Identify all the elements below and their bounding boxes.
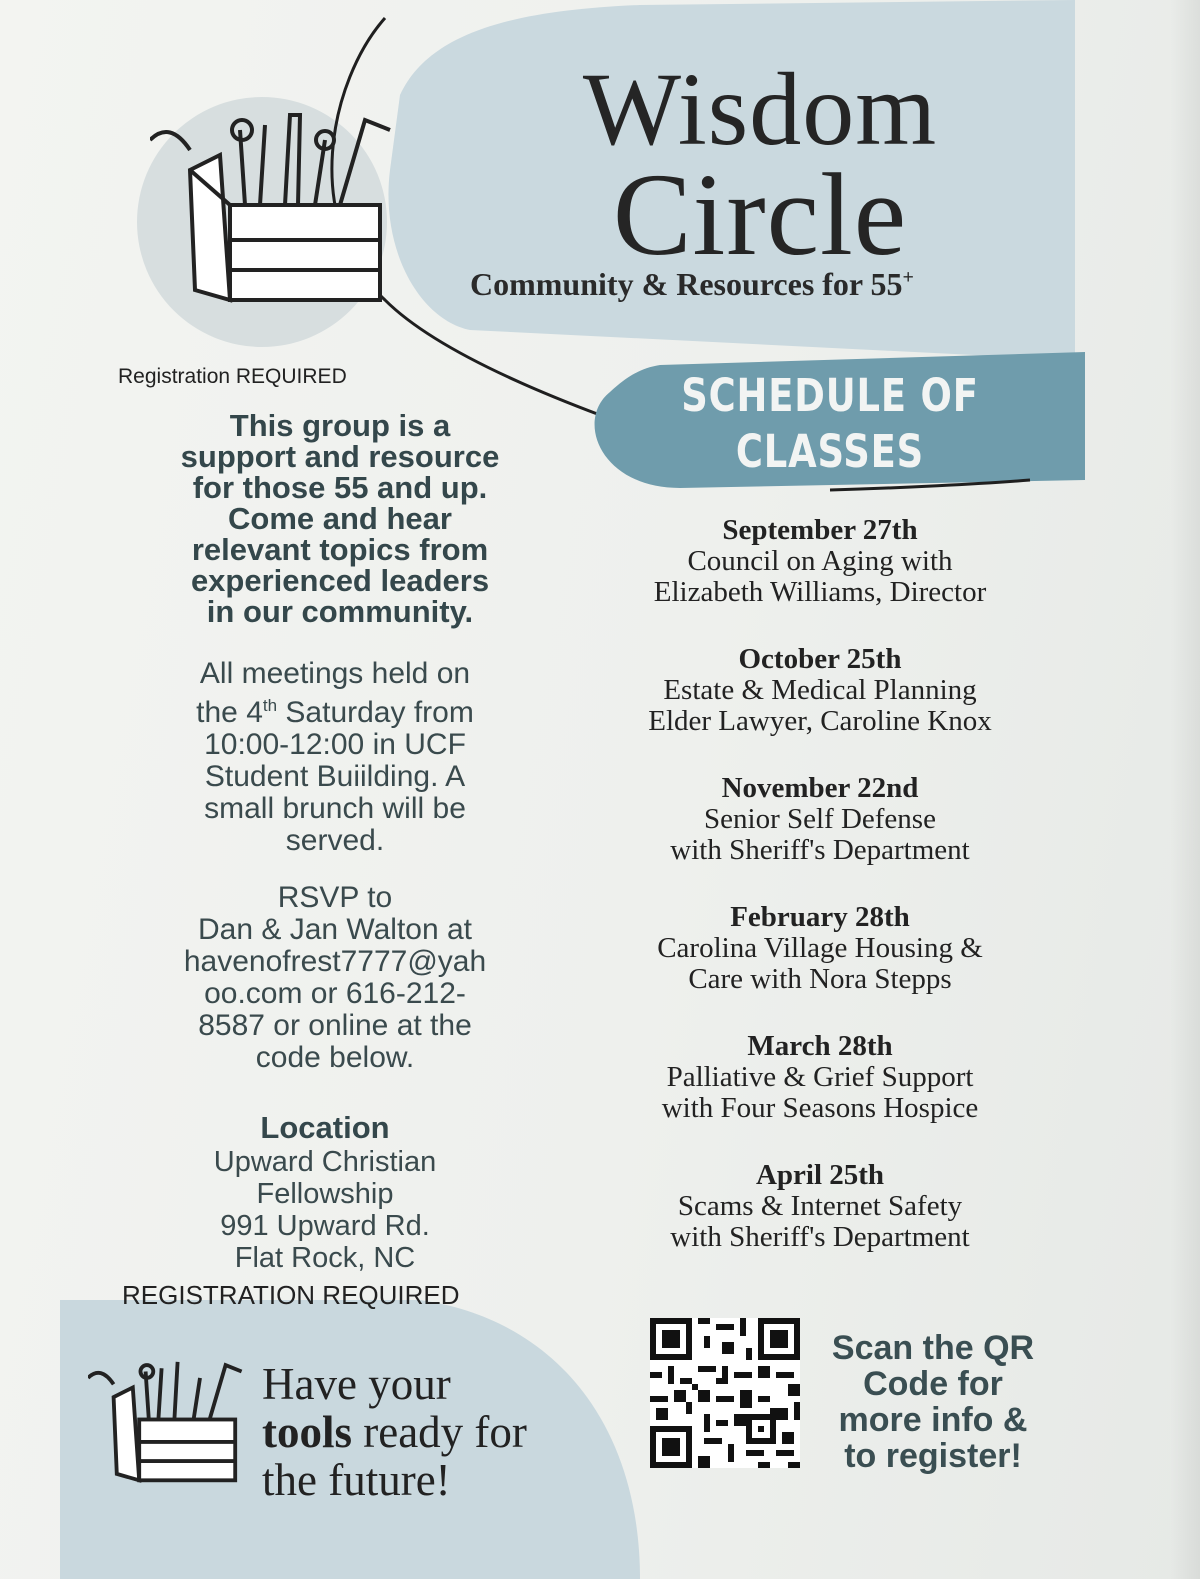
class-date: March 28th xyxy=(747,1030,893,1062)
class-item: October 25th Estate & Medical Planning Elder Lawyer, Caroline Knox xyxy=(600,644,1040,737)
class-date: February 28th xyxy=(730,901,910,933)
title-line-1: Wisdom xyxy=(582,52,938,167)
class-item: March 28th Palliative & Grief Support with Four Seasons Hospice xyxy=(600,1031,1040,1124)
toolbox-small-icon xyxy=(88,1352,248,1487)
intro-paragraph: This group is a support and resource for those 55 and up. Come and hear relevant topics from experienced leaders in our community. xyxy=(180,408,500,629)
qr-code[interactable] xyxy=(650,1318,800,1468)
registration-note-top: Registration REQUIRED xyxy=(118,365,347,388)
toolbox-icon xyxy=(150,100,400,310)
registration-note-bottom: REGISTRATION REQUIRED xyxy=(122,1280,460,1310)
rsvp-info: RSVP to Dan & Jan Walton at havenofrest7777@yah oo.com or 616-212- 8587 or online at the code below. xyxy=(183,881,487,1074)
class-item: November 22nd Senior Self Defense with Sheriff's Department xyxy=(600,773,1040,866)
class-date: October 25th xyxy=(738,643,902,675)
flyer-title xyxy=(520,52,1000,280)
location-heading: Location xyxy=(260,1110,390,1145)
scan-qr-text: Scan the QR Code for more info & to register! xyxy=(831,1329,1035,1475)
subtitle: Community & Resources for 55+ xyxy=(470,266,914,302)
class-schedule xyxy=(600,515,1040,1289)
schedule-heading: SCHEDULE OF CLASSES xyxy=(681,369,979,478)
meetings-info: All meetings held on the 4th Saturday from 10:00-12:00 in UCF Student Buiilding. A small brunch will be served. xyxy=(196,657,474,857)
class-date: November 22nd xyxy=(721,772,919,804)
location-address: Upward Christian Fellowship 991 Upward Rd. Flat Rock, NC xyxy=(213,1146,437,1274)
class-item: September 27th Council on Aging with Elizabeth Williams, Director xyxy=(600,515,1040,608)
class-item: April 25th Scams & Internet Safety with Sheriff's Department xyxy=(600,1160,1040,1253)
class-item: February 28th Carolina Village Housing & Care with Nora Stepps xyxy=(600,902,1040,995)
class-date: April 25th xyxy=(755,1159,885,1191)
tools-tagline: Have your tools ready for the future! xyxy=(262,1359,527,1505)
class-date: September 27th xyxy=(722,514,918,546)
title-line-2: Circle xyxy=(612,149,908,280)
